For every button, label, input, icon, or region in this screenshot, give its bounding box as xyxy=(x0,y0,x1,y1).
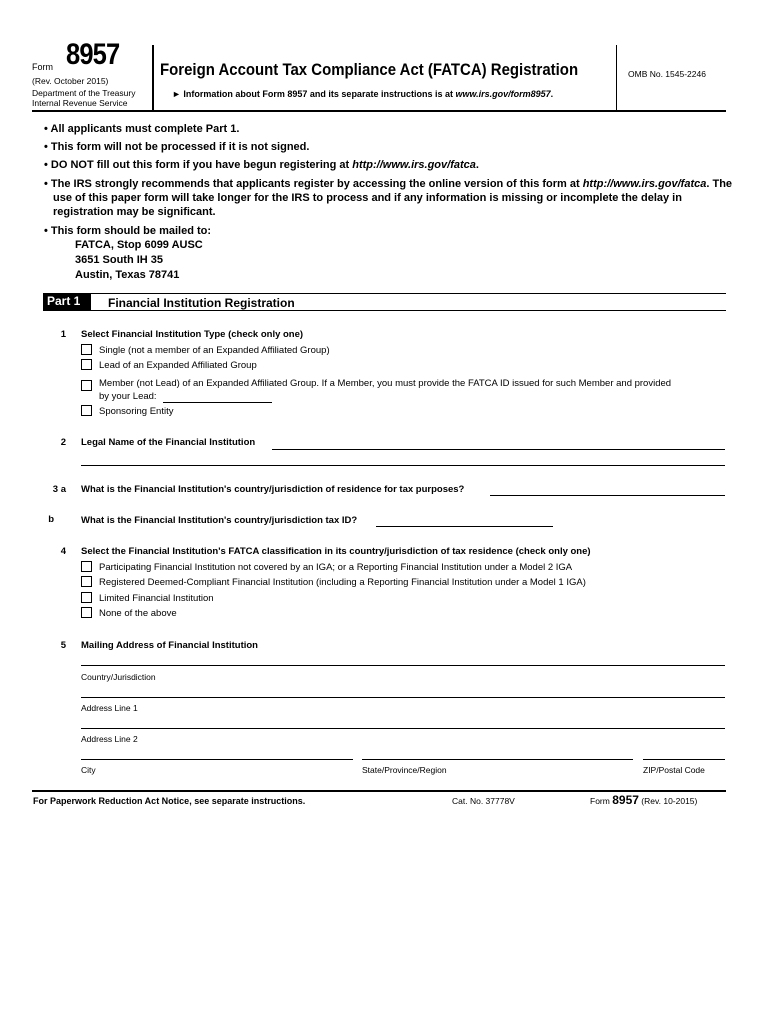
info-prefix: ► Information about Form 8957 and its separate instructions is at xyxy=(172,89,456,99)
q3b-text: What is the Financial Institution's country/jurisdiction tax ID? xyxy=(81,515,358,526)
fatca-link-2[interactable]: http://www.irs.gov/fatca xyxy=(582,178,707,190)
header-divider-right xyxy=(616,45,617,111)
q1-single-checkbox[interactable] xyxy=(81,344,92,355)
q4-participating-label: Participating Financial Institution not covered by an IGA; or a Reporting Financial Institution under a Model 2 IGA xyxy=(99,562,573,573)
q2-text: Legal Name of the Financial Institution xyxy=(81,437,256,448)
q1-lead-label: Lead of an Expanded Affiliated Group xyxy=(99,360,257,371)
bullet-part1: • All applicants must complete Part 1. xyxy=(44,123,240,135)
zip-field[interactable] xyxy=(643,759,725,760)
tax-residence-field[interactable] xyxy=(490,495,725,496)
q4-none-checkbox[interactable] xyxy=(81,607,92,618)
q1-lead-checkbox[interactable] xyxy=(81,359,92,370)
form-number: 8957 xyxy=(66,38,120,71)
omb-number: OMB No. 1545-2246 xyxy=(628,69,706,79)
irs-name: Internal Revenue Service xyxy=(32,98,128,108)
q4-participating-checkbox[interactable] xyxy=(81,561,92,572)
form-title: Foreign Account Tax Compliance Act (FATCA) Registration xyxy=(160,60,579,79)
mail-address-line1: FATCA, Stop 6099 AUSC xyxy=(75,239,203,251)
header-divider-left xyxy=(152,45,154,111)
footer-form-id xyxy=(590,793,697,807)
catalog-number: Cat. No. 37778V xyxy=(452,796,515,806)
address-line2-field[interactable] xyxy=(81,728,725,729)
q4-limited-label: Limited Financial Institution xyxy=(99,593,214,604)
country-label: Country/Jurisdiction xyxy=(81,672,156,682)
q3a-number: 3 a xyxy=(52,484,66,495)
q1-text: Select Financial Institution Type (check only one) xyxy=(81,329,304,340)
bullet-online-text: • The IRS strongly recommends that applicants register by accessing the online version of this form at xyxy=(44,178,583,190)
state-label: State/Province/Region xyxy=(362,765,447,775)
q1-member-label: Member (not Lead) of an Expanded Affiliated Group. If a Member, you must provide the FATCA ID issued for such Member and provided xyxy=(99,378,672,389)
paperwork-notice: For Paperwork Reduction Act Notice, see separate instructions. xyxy=(33,796,306,806)
address-line1-label: Address Line 1 xyxy=(81,703,138,713)
bullet-mail: • This form should be mailed to: xyxy=(44,225,212,237)
q3b-number: b xyxy=(48,514,54,525)
q4-none-label: None of the above xyxy=(99,608,177,619)
q4-limited-checkbox[interactable] xyxy=(81,592,92,603)
fatca-link[interactable]: http://www.irs.gov/fatca xyxy=(352,159,476,171)
bullet-do-not-end: . xyxy=(475,159,479,171)
legal-name-field-2[interactable] xyxy=(81,465,725,466)
part1-top-rule xyxy=(43,293,726,294)
footer-form-word: Form xyxy=(590,796,610,806)
form-word: Form xyxy=(32,62,53,72)
footer-form-rev: (Rev. 10-2015) xyxy=(641,796,698,806)
bullet-do-not xyxy=(44,158,479,172)
form-revision: (Rev. October 2015) xyxy=(32,76,109,86)
q1-single-label: Single (not a member of an Expanded Affiliated Group) xyxy=(99,345,330,356)
q5-text: Mailing Address of Financial Institution xyxy=(81,640,258,651)
q5-number: 5 xyxy=(60,640,66,651)
country-field[interactable] xyxy=(81,665,725,666)
q1-member-label-2: by your Lead: xyxy=(99,391,157,402)
q1-sponsoring-checkbox[interactable] xyxy=(81,405,92,416)
part1-title: Financial Institution Registration xyxy=(108,296,295,310)
dept-treasury: Department of the Treasury xyxy=(32,88,136,98)
bullet-online xyxy=(44,177,732,191)
tax-id-field[interactable] xyxy=(376,526,553,527)
q1-lead-fatca-id-field[interactable] xyxy=(163,402,272,403)
q1-sponsoring-label: Sponsoring Entity xyxy=(99,406,174,417)
bullet-online-line2: use of this paper form will take longer for the IRS to process and if any information is missing or incomplete the delay in xyxy=(53,192,682,204)
part1-label: Part 1 xyxy=(43,293,91,310)
q4-number: 4 xyxy=(60,546,66,557)
info-suffix: . xyxy=(550,89,554,99)
city-field[interactable] xyxy=(81,759,353,760)
state-field[interactable] xyxy=(362,759,633,760)
zip-label: ZIP/Postal Code xyxy=(643,765,705,775)
q4-deemed-compliant-label: Registered Deemed-Compliant Financial Institution (including a Reporting Financial Institution under a Model 1 IGA) xyxy=(99,577,586,588)
q3a-text: What is the Financial Institution's country/jurisdiction of residence for tax purposes? xyxy=(81,484,465,495)
footer-rule xyxy=(32,790,726,792)
mail-address-line3: Austin, Texas 78741 xyxy=(75,269,180,281)
q2-number: 2 xyxy=(60,437,66,448)
part1-bottom-rule xyxy=(43,310,726,311)
info-line xyxy=(172,89,553,99)
bullet-online-end: . The xyxy=(706,178,733,190)
bullet-do-not-text: • DO NOT fill out this form if you have begun registering at xyxy=(44,159,353,171)
footer-form-number: 8957 xyxy=(612,793,639,807)
info-url[interactable]: www.irs.gov/form8957 xyxy=(455,89,551,99)
address-line2-label: Address Line 2 xyxy=(81,734,138,744)
q1-member-checkbox[interactable] xyxy=(81,380,92,391)
legal-name-field[interactable] xyxy=(272,449,725,450)
mail-address-line2: 3651 South IH 35 xyxy=(75,254,164,266)
bullet-online-line3: registration may be significant. xyxy=(53,206,216,218)
q1-number: 1 xyxy=(60,329,66,340)
header-bottom-rule xyxy=(32,110,726,112)
q4-text: Select the Financial Institution's FATCA classification in its country/jurisdiction of tax residence (check only one) xyxy=(81,546,591,557)
q4-deemed-compliant-checkbox[interactable] xyxy=(81,576,92,587)
address-line1-field[interactable] xyxy=(81,697,725,698)
bullet-signed: • This form will not be processed if it is not signed. xyxy=(44,141,310,153)
city-label: City xyxy=(81,765,96,775)
